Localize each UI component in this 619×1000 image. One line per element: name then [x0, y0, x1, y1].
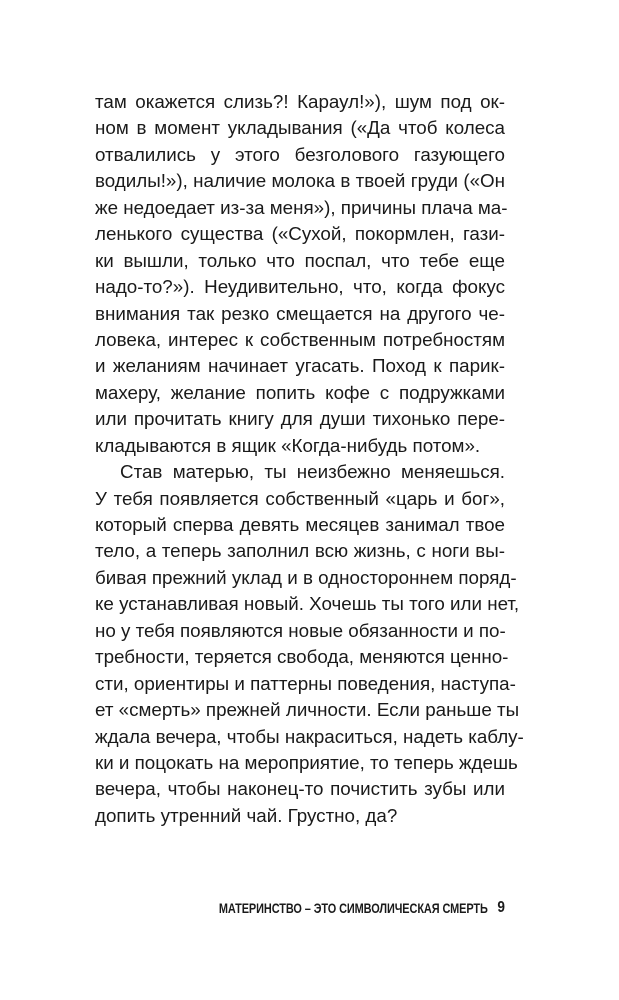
- text-line: У тебя появляется собственный «царь и бог»,: [95, 487, 505, 509]
- text-line: ки вышли, только что поспал, что тебе еще: [95, 249, 505, 271]
- text-line: кладываются в ящик «Когда-нибудь потом».: [95, 434, 481, 456]
- text-line: ловека, интерес к собственным потребностям: [95, 328, 505, 350]
- text-line: махеру, желание попить кофе с подружками: [95, 381, 505, 403]
- text-line: сти, ориентиры и паттерны поведения, наступа-: [95, 672, 516, 694]
- text-line: допить утренний чай. Грустно, да?: [95, 804, 398, 826]
- text-line: ки и поцокать на мероприятие, то теперь ждешь: [95, 751, 518, 773]
- text-line: требности, теряется свобода, меняются ценно-: [95, 646, 509, 668]
- text-line: вечера, чтобы наконец-то почистить зубы или: [95, 778, 505, 800]
- text-line: ленького существа («Сухой, покормлен, гази-: [95, 223, 505, 245]
- text-line: ке устанавливая новый. Хочешь ты того или нет,: [95, 593, 520, 615]
- text-line: ждала вечера, чтобы накраситься, надеть каблу-: [95, 725, 524, 747]
- text-line: ет «смерть» прежней личности. Если раньше ты: [95, 699, 520, 721]
- page-number: 9: [497, 899, 505, 916]
- text-line: же недоедает из-за меня»), причины плача ма-: [95, 196, 508, 218]
- paragraph-1: [95, 89, 508, 459]
- text-line: ном в момент укладывания («Да чтоб колеса: [95, 117, 505, 139]
- text-line: или прочитать книгу для души тихонько пере-: [95, 408, 505, 430]
- text-line: бивая прежний уклад и в одностороннем поряд-: [95, 566, 517, 588]
- running-head: МАТЕРИНСТВО – ЭТО СИМВОЛИЧЕСКАЯ СМЕРТЬ: [219, 900, 489, 916]
- text-line: который сперва девять месяцев занимал твое: [95, 514, 505, 535]
- text-line: Став матерью, ты неизбежно меняешься.: [120, 461, 505, 483]
- body-text: [95, 89, 524, 829]
- text-line: тело, а теперь заполнил всю жизнь, с ноги вы-: [95, 540, 505, 562]
- text-line: отвалились у этого безголового газующего: [95, 143, 505, 165]
- text-line: и желаниям начинает угасать. Поход к парик-: [95, 355, 505, 377]
- text-line: там окажется слизь?! Караул!»), шум под ок-: [95, 91, 505, 112]
- page-footer: [95, 897, 505, 919]
- paragraph-2: [95, 459, 524, 829]
- text-line: водилы!»), наличие молока в твоей груди («Он: [95, 170, 505, 192]
- text-line: внимания так резко смещается на другого че-: [95, 302, 505, 324]
- text-line: надо-то?»). Неудивительно, что, когда фокус: [95, 276, 505, 298]
- text-line: но у тебя появляются новые обязанности и по-: [95, 619, 506, 641]
